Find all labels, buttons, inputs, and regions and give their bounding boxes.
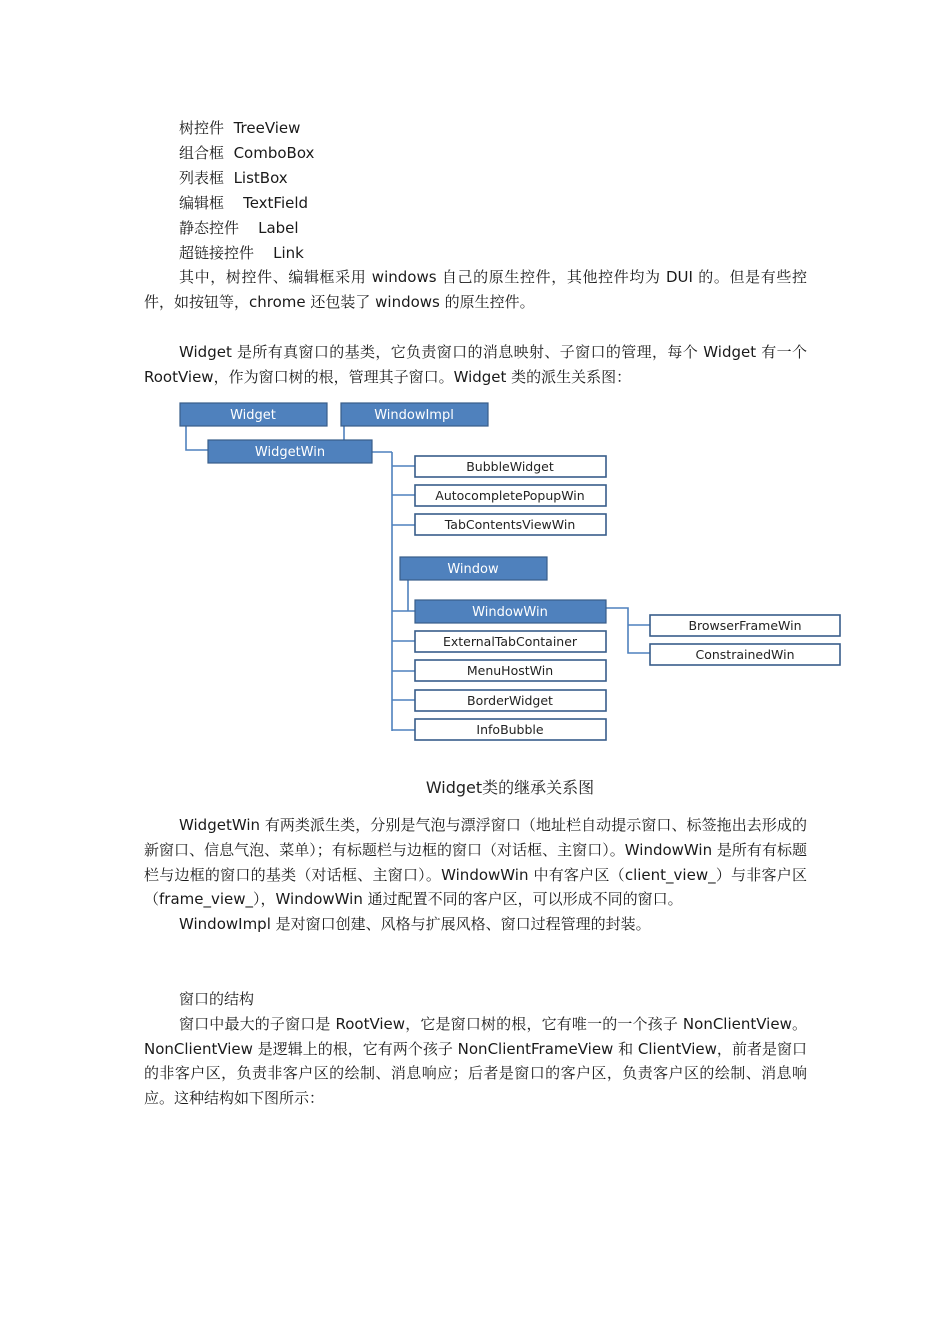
widget-intro-text: Widget 是所有真窗口的基类，它负责窗口的消息映射、子窗口的管理，每个 Widget 有一个 RootView，作为窗口树的根，管理其子窗口。Widget 类的派生关系图： [144, 343, 807, 386]
svg-text:MenuHostWin: MenuHostWin [466, 663, 554, 678]
node-window [400, 557, 547, 580]
svg-text:BorderWidget: BorderWidget [467, 693, 553, 708]
node-autocompletepopupwin [415, 485, 606, 506]
node-menuhostwin [415, 660, 606, 681]
windowimpl-desc-text: WindowImpl 是对窗口创建、风格与扩展风格、窗口过程管理的封装。 [179, 915, 651, 934]
node-windowimpl [341, 403, 488, 426]
structure-heading: 窗口的结构 [179, 990, 255, 1008]
section-window-structure [144, 987, 807, 1111]
svg-text:WidgetWin: WidgetWin [254, 445, 326, 460]
control-item-textfield: 编辑框 TextField [179, 194, 309, 212]
svg-text:BrowserFrameWin: BrowserFrameWin [688, 618, 802, 633]
svg-text:Widget: Widget [230, 408, 276, 423]
control-item-link: 超链接控件 Link [179, 244, 304, 262]
node-externaltabcontainer [415, 631, 606, 652]
control-item-label: 静态控件 Label [179, 219, 299, 237]
svg-text:BubbleWidget: BubbleWidget [466, 459, 554, 474]
svg-text:TabContentsViewWin: TabContentsViewWin [444, 517, 576, 532]
svg-text:InfoBubble: InfoBubble [476, 722, 544, 737]
control-item-combobox: 组合框 ComboBox [179, 144, 315, 162]
svg-text:Window: Window [447, 562, 499, 577]
connector-windowwin-children [606, 608, 650, 653]
node-bubblewidget [415, 456, 606, 477]
node-tabcontentsviewwin [415, 514, 606, 535]
structure-desc-text: 窗口中最大的子窗口是 RootView，它是窗口树的根，它有唯一的一个孩子 NonClientView。NonClientView 是逻辑上的根，它有两个孩子 NonClientFrameView 和 ClientView，前者是窗口的非客户区，负责非客户区的绘制、消息响应；后者是窗口的客户区，负责客户区的绘制、消息响应。这种结构如下图所示： [144, 1014, 807, 1108]
node-browserframewin [650, 615, 840, 636]
widgetwin-desc-text: WidgetWin 有两类派生类，分别是气泡与漂浮窗口（地址栏自动提示窗口、标签拖出去形成的新窗口、信息气泡、菜单）；有标题栏与边框的窗口（对话框、主窗口）。WindowWin 是所有有标题栏与边框的窗口的基类（对话框、主窗口）。WindowWin 中有客户区（client_view_）与非客户区（frame_view_），WindowWin 通过配置不同的客户区，可以形成不同的窗口。 [144, 816, 807, 909]
connector-widget-widgetwin [186, 426, 208, 450]
node-borderwidget [415, 690, 606, 711]
diagram-caption: Widget类的继承关系图 [425, 778, 595, 797]
svg-text:WindowWin: WindowWin [472, 605, 548, 620]
svg-text:ExternalTabContainer: ExternalTabContainer [442, 634, 578, 649]
control-item-treeview: 树控件 TreeView [179, 119, 301, 137]
svg-text:ConstrainedWin: ConstrainedWin [695, 647, 795, 662]
node-infobubble [415, 719, 606, 740]
svg-text:WindowImpl: WindowImpl [374, 408, 454, 423]
node-windowwin [415, 600, 606, 623]
node-widget [180, 403, 327, 426]
native-controls-text: 其中，树控件、编辑框采用 windows 自己的原生控件，其他控件均为 DUI 的。但是有些控件，如按钮等，chrome 还包装了 windows 的原生控件。 [144, 268, 807, 311]
control-item-listbox: 列表框 ListBox [179, 169, 288, 187]
node-widgetwin [208, 440, 372, 463]
svg-text:AutocompletePopupWin: AutocompletePopupWin [435, 488, 585, 503]
paragraph-widgetwin [144, 813, 807, 937]
node-constrainedwin [650, 644, 840, 665]
